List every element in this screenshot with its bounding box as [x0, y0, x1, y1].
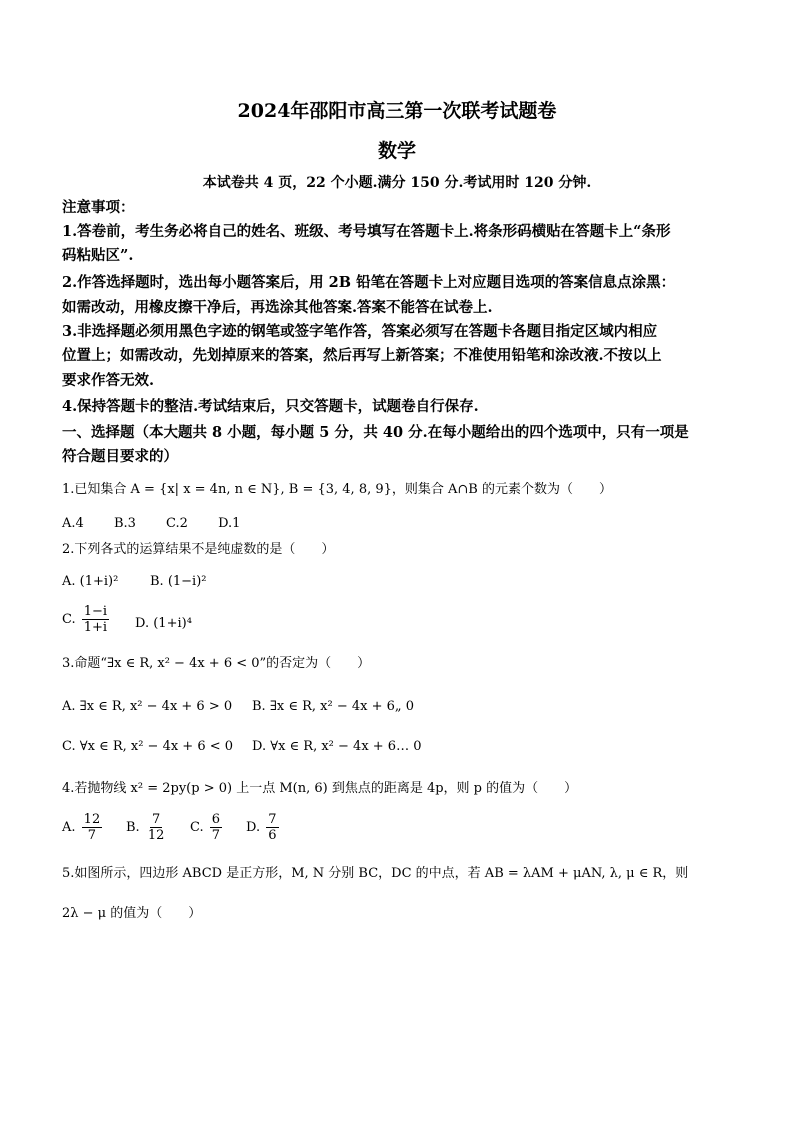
- q4-option-d-denominator: 6: [268, 828, 277, 843]
- notice-line-7: 要求作答无效.: [62, 372, 155, 389]
- q4-option-d-fraction: [266, 812, 278, 843]
- question-5-stem: 5.如图所示，四边形 ABCD 是正方形，M, N 分别 BC，DC 的中点，若 AB = λAM + μAN, λ, μ ∈ R，则: [62, 866, 689, 881]
- q4-option-b-numerator: 7: [151, 812, 161, 827]
- section-heading-line-2: 符合题目要求的）: [62, 448, 178, 465]
- notice-line-4: 如需改动，用橡皮擦干净后，再选涂其他答案.答案不能答在试卷上.: [62, 299, 493, 316]
- notice-line-2: 码粘贴区”.: [62, 247, 134, 264]
- q2-option-c-denominator: 1+i: [83, 620, 108, 635]
- notice-line-5: 3.非选择题必须用黑色字迹的钢笔或签字笔作答，答案必须写在答题卡各题目指定区域内相应: [62, 323, 658, 340]
- q4-option-c: [190, 812, 224, 843]
- q4-option-a-fraction: [82, 812, 103, 843]
- q4-option-a-numerator: 12: [83, 812, 101, 827]
- q3-option-d: D. ∀x ∈ R, x² − 4x + 6… 0: [252, 739, 422, 754]
- q4-option-c-denominator: 7: [211, 828, 221, 843]
- q2-option-c-fraction: [82, 604, 109, 635]
- q1-option-b: B.3: [113, 516, 136, 531]
- q4-option-b-label: B.: [126, 820, 140, 835]
- exam-subject: 数学: [377, 140, 416, 162]
- q4-option-a-label: A.: [62, 820, 76, 835]
- section-heading-line-1: 一、选择题（本大题共 8 小题，每小题 5 分，共 40 分.在每小题给出的四个选项中，只有一项是: [62, 424, 689, 441]
- notice-line-8: 4.保持答题卡的整洁.考试结束后，只交答题卡，试题卷自行保存.: [62, 398, 479, 415]
- q2-option-b: B. (1−i)²: [150, 574, 207, 589]
- question-5-stem-continued: 2λ − μ 的值为（ ）: [62, 906, 202, 921]
- q1-option-d: D.1: [218, 516, 241, 531]
- question-2-stem: 2.下列各式的运算结果不是纯虚数的是（ ）: [62, 542, 335, 557]
- question-3-stem: 3.命题“∃x ∈ R, x² − 4x + 6 < 0”的否定为（ ）: [62, 656, 371, 671]
- q4-option-b: [126, 812, 168, 843]
- q4-option-a: [62, 812, 104, 843]
- q4-option-c-fraction: [210, 812, 222, 843]
- notice-line-6: 位置上；如需改动，先划掉原来的答案，然后再写上新答案；不准使用铅笔和涂改液.不按以上: [62, 347, 662, 364]
- q4-option-c-label: C.: [190, 820, 204, 835]
- notice-heading: 注意事项：: [62, 199, 135, 216]
- q2-option-c-numerator: 1−i: [83, 604, 108, 619]
- notice-line-3: 2.作答选择题时，选出每小题答案后，用 2B 铅笔在答题卡上对应题目选项的答案信息点涂黑：: [62, 274, 676, 291]
- exam-title: 2024年邵阳市高三第一次联考试题卷: [237, 100, 557, 122]
- q2-option-c-label: C.: [62, 612, 76, 627]
- question-1-options: [62, 514, 266, 534]
- q2-option-d: D. (1+i)⁴: [135, 616, 192, 631]
- q1-option-c: C.2: [166, 516, 188, 531]
- exam-info: 本试卷共 4 页，22 个小题.满分 150 分.考试用时 120 分钟.: [202, 175, 592, 191]
- q3-option-b: B. ∃x ∈ R, x² − 4x + 6„ 0: [252, 699, 415, 714]
- q2-option-c: [62, 604, 111, 635]
- q1-option-a: A.4: [62, 516, 84, 531]
- q4-option-d: [246, 812, 281, 843]
- q3-option-c: C. ∀x ∈ R, x² − 4x + 6 < 0: [62, 739, 234, 754]
- q4-option-a-denominator: 7: [87, 828, 97, 843]
- q4-option-b-fraction: [146, 812, 167, 843]
- q2-option-a: A. (1+i)²: [62, 574, 119, 589]
- question-1-stem: 1.已知集合 A = {x| x = 4n, n ∈ N}, B = {3, 4, 8, 9}，则集合 A∩B 的元素个数为（ ）: [62, 482, 612, 497]
- q4-option-b-denominator: 12: [147, 828, 165, 843]
- notice-line-1: 1.答卷前，考生务必将自己的姓名、班级、考号填写在答题卡上.将条形码横贴在答题卡上“条形: [62, 223, 671, 240]
- q4-option-d-label: D.: [246, 820, 261, 835]
- q4-option-d-numerator: 7: [268, 812, 277, 827]
- q4-option-c-numerator: 6: [211, 812, 221, 827]
- q3-option-a: A. ∃x ∈ R, x² − 4x + 6 > 0: [62, 699, 233, 714]
- question-4-stem: 4.若抛物线 x² = 2py(p > 0) 上一点 M(n, 6) 到焦点的距离是 4p，则 p 的值为（ ）: [62, 781, 578, 796]
